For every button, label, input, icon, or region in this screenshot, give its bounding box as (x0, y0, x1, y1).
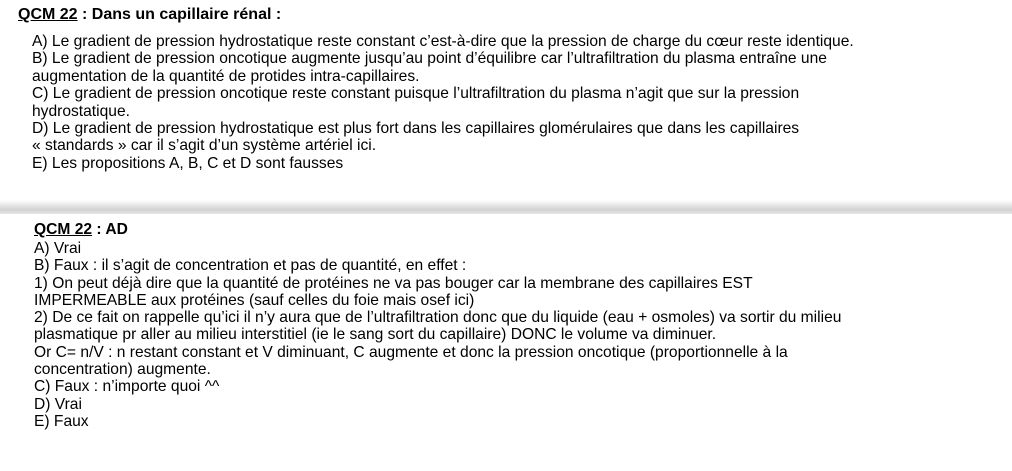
option-e: E) Les propositions A, B, C et D sont fausses (32, 154, 344, 172)
answer-title (34, 220, 128, 239)
question-title (18, 5, 281, 24)
answer-key: : AD (92, 221, 128, 238)
answer-b-point-2: 2) De ce fait on rappelle qu’ici il n’y aura que de l’ultrafiltration donc que du liquide (eau + osmoles) va sortir du milieu (34, 309, 842, 327)
answer-label: QCM 22 (34, 221, 93, 238)
answer-b-point-1: 1) On peut déjà dire que la quantité de protéines ne va pas bouger car la membrane des capillaires EST (34, 274, 753, 292)
answer-c: C) Faux : n’importe quoi ^^ (34, 378, 220, 396)
option-b-continued: augmentation de la quantité de protides intra-capillaires. (32, 67, 420, 85)
question-label: QCM 22 (18, 6, 78, 23)
option-a: A) Le gradient de pression hydrostatique reste constant c’est-à-dire que la pression de charge du cœur reste identique. (32, 33, 854, 50)
answer-b-point-1-continued: IMPERMEABLE aux protéines (sauf celles du foie mais osef ici) (34, 291, 475, 309)
option-c: C) Le gradient de pression oncotique reste constant puisque l’ultrafiltration du plasma n’agit que sur la pression (32, 85, 800, 103)
answer-b-formula-continued: concentration) augmente. (34, 361, 211, 379)
option-d: D) Le gradient de pression hydrostatique est plus fort dans les capillaires glomérulaires que dans les capillaires (32, 120, 800, 138)
answer-panel (0, 214, 1012, 471)
answer-b-formula: Or C= n/V : n restant constant et V diminuant, C augmente et donc la pression oncotique (proportionnelle à la (34, 343, 788, 361)
answer-a: A) Vrai (34, 240, 82, 257)
answer-body (34, 240, 1004, 430)
question-options (32, 33, 1007, 172)
answer-d: D) Vrai (34, 395, 82, 413)
answer-b: B) Faux : il s’agit de concentration et pas de quantité, en effet : (34, 257, 467, 275)
question-panel (0, 0, 1012, 200)
option-b: B) Le gradient de pression oncotique augmente jusqu’au point d’équilibre car l’ultrafiltration du plasma entraîne une (32, 50, 827, 68)
question-title-text: : Dans un capillaire rénal : (77, 6, 282, 23)
option-c-continued: hydrostatique. (32, 102, 130, 120)
panel-separator (0, 200, 1012, 214)
answer-b-point-2-continued: plasmatique pr aller au milieu interstitiel (ie le sang sort du capillaire) DONC le volume va diminuer. (34, 326, 717, 344)
option-d-continued: « standards » car il s’agit d’un système artériel ici. (32, 137, 377, 155)
answer-e: E) Faux (34, 412, 89, 430)
